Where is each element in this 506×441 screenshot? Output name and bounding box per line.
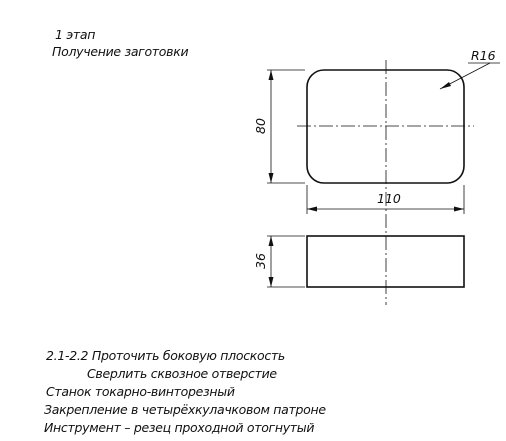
operation-line-4: Закрепление в четырёхкулачковом патроне: [44, 402, 326, 417]
height-label: 80: [253, 118, 268, 134]
width-arrow-right: [454, 207, 464, 212]
operation-line-2: Сверлить сквозное отверстие: [87, 366, 277, 381]
operation-line-5: Инструмент – резец проходной отогнутый: [44, 420, 315, 435]
radius-arrow: [440, 82, 451, 89]
operation-line-1: 2.1-2.2 Проточить боковую плоскость: [46, 348, 285, 363]
radius-label: R16: [471, 48, 496, 63]
height-arrow-top: [269, 70, 274, 80]
thickness-label: 36: [253, 253, 268, 269]
width-arrow-left: [307, 207, 317, 212]
stage-title: Получение заготовки: [52, 44, 189, 59]
stage-label: 1 этап: [55, 27, 96, 42]
height-arrow-bottom: [269, 173, 274, 183]
width-label: 110: [377, 191, 401, 206]
blank-top-view: [307, 70, 464, 183]
thickness-arrow-bottom: [269, 277, 274, 287]
blank-side-view: [307, 236, 464, 287]
operation-line-3: Станок токарно-винторезный: [46, 384, 235, 399]
thickness-arrow-top: [269, 236, 274, 246]
